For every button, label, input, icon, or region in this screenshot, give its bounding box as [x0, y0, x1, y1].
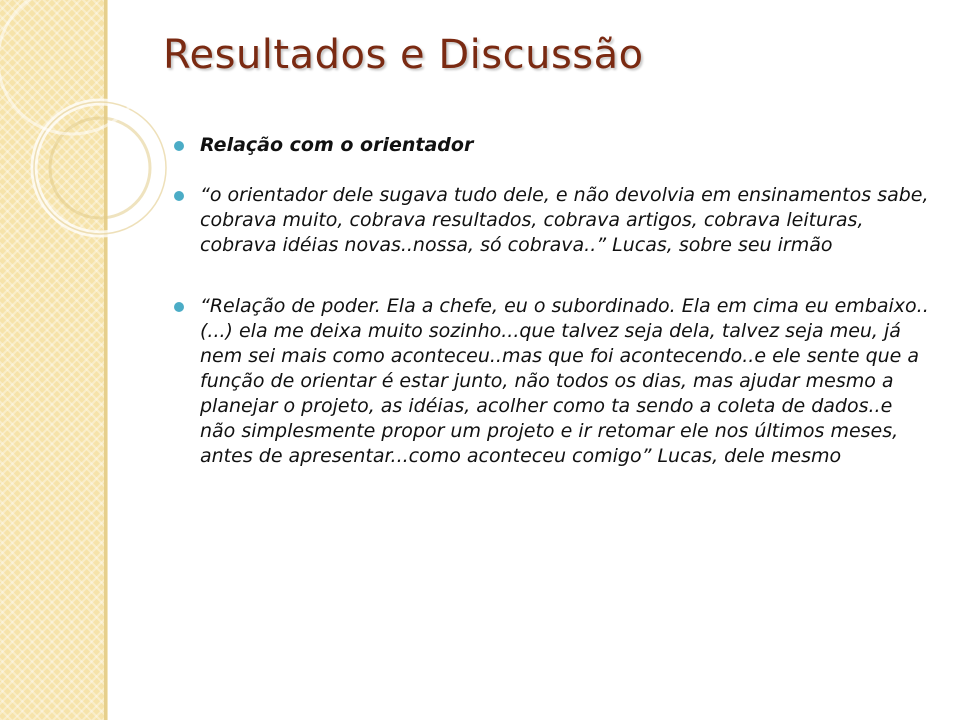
bullet-item-heading [172, 133, 932, 158]
slide-title: Resultados e Discussão [163, 32, 644, 78]
slide-content [172, 133, 932, 469]
bullet-dot-icon [174, 141, 184, 151]
bullet-text: “o orientador dele sugava tudo dele, e não devolvia em ensinamentos sabe, cobrava muito, cobrava resultados, cobrava artigos, cobrava leituras, cobrava idéias novas..nossa, só cobrava..” Lucas, sobre seu irmão [200, 184, 929, 256]
bullet-item-quote-2 [172, 294, 932, 469]
bullet-text: Relação com o orientador [200, 134, 474, 156]
bullet-text: “Relação de poder. Ela a chefe, eu o subordinado. Ela em cima eu embaixo.. (...) ela me deixa muito sozinho...que talvez seja dela, talvez seja meu, já nem sei mais como aconteceu..mas que foi acontecendo..e ele sente que a função de orientar é estar junto, não todos os dias, mas ajudar mesmo a planejar o projeto, as idéias, acolher como ta sendo a coleta de dados..e não simplesmente propor um projeto e ir retomar ele nos últimos meses, antes de apresentar...como aconteceu comigo” Lucas, dele mesmo [200, 295, 929, 467]
bullet-dot-icon [174, 302, 184, 312]
bullet-item-quote-1 [172, 183, 932, 258]
bullet-dot-icon [174, 191, 184, 201]
